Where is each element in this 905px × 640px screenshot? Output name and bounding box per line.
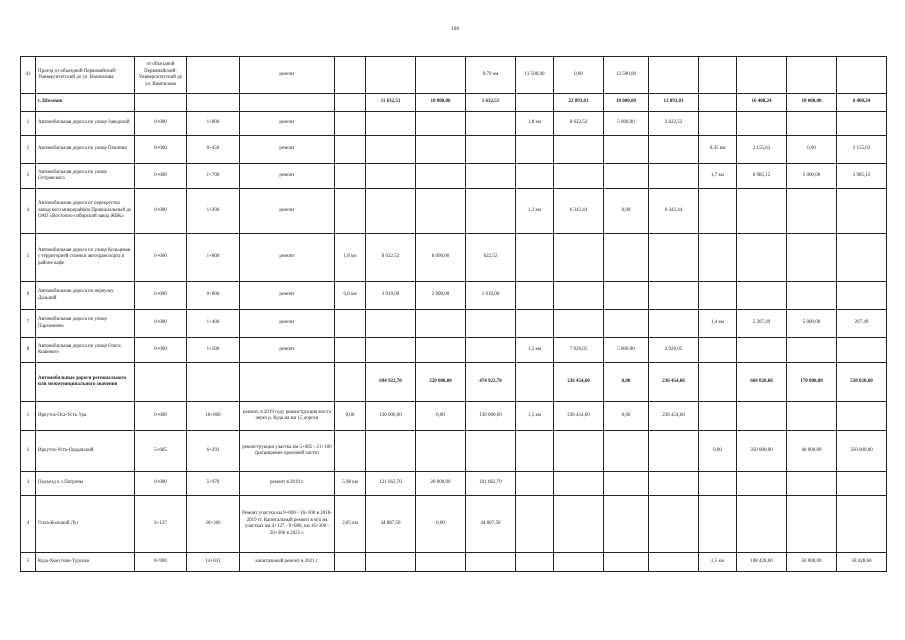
cell-length-2021 bbox=[699, 282, 737, 310]
cell-length-2020 bbox=[516, 472, 554, 496]
cell-work-type: ремонт, в 2019 году реконструкция моста через р. Куда на км 15 дороги bbox=[240, 402, 335, 431]
cell-budget-2021 bbox=[787, 189, 837, 234]
cell-budget-2021: 170 000,00 bbox=[787, 363, 837, 402]
cell-total-2019: 8 622,52 bbox=[366, 234, 416, 282]
cell-total-2021: 5 267,49 bbox=[737, 310, 787, 338]
table-row bbox=[21, 472, 887, 496]
cell-other-2020 bbox=[649, 431, 699, 472]
cell-total-2019 bbox=[366, 189, 416, 234]
cell-total-2020 bbox=[554, 164, 604, 189]
table-row bbox=[21, 431, 887, 472]
cell-length-2021 bbox=[699, 402, 737, 431]
cell-length-2021 bbox=[699, 496, 737, 553]
cell-start-km: 0+000 bbox=[135, 189, 187, 234]
cell-length-2019: 0,8 км bbox=[335, 282, 366, 310]
cell-total-2020: 236 454,60 bbox=[554, 402, 604, 431]
cell-total-2020: 7 928,05 bbox=[554, 338, 604, 363]
cell-road-name: Автомобильная дорога по улице Пекинна bbox=[36, 136, 135, 164]
cell-budget-2020 bbox=[604, 164, 649, 189]
cell-number: 5 bbox=[21, 234, 36, 282]
cell-other-2021: 58 428,60 bbox=[837, 553, 887, 572]
cell-end-km: 1+700 bbox=[187, 164, 240, 189]
table-row bbox=[21, 234, 887, 282]
cell-other-2020 bbox=[649, 57, 699, 94]
cell-length-2019 bbox=[335, 431, 366, 472]
cell-number: 3 bbox=[21, 164, 36, 189]
cell-length-2020 bbox=[516, 496, 554, 553]
cell-budget-2020: 10 000,00 bbox=[604, 94, 649, 112]
cell-number: 5 bbox=[21, 553, 36, 572]
cell-other-2021 bbox=[837, 402, 887, 431]
cell-length-2021: 0,00 bbox=[699, 431, 737, 472]
cell-number: 3 bbox=[21, 472, 36, 496]
cell-work-type: ремонт bbox=[240, 234, 335, 282]
cell-budget-2021 bbox=[787, 282, 837, 310]
cell-budget-2020 bbox=[604, 553, 649, 572]
cell-total-2021 bbox=[737, 189, 787, 234]
cell-total-2020: 6 342,44 bbox=[554, 189, 604, 234]
cell-length-2020 bbox=[516, 363, 554, 402]
cell-length-2021: 2,5 км bbox=[699, 553, 737, 572]
cell-start-km: 0+000 bbox=[135, 164, 187, 189]
cell-total-2019: 121 662,70 bbox=[366, 472, 416, 496]
cell-end-km bbox=[187, 94, 240, 112]
cell-length-2021 bbox=[699, 338, 737, 363]
cell-work-type: ремонт bbox=[240, 112, 335, 136]
cell-budget-2019: 0,00 bbox=[416, 496, 466, 553]
cell-budget-2019 bbox=[416, 189, 466, 234]
cell-total-2020: 22 893,01 bbox=[554, 94, 604, 112]
cell-length-2021 bbox=[699, 57, 737, 94]
cell-road-name: Автомобильная дорога по улице Кольцевая с территорией стоянки автотранспорта в районе кафе bbox=[36, 234, 135, 282]
cell-length-2021: 0,45 км bbox=[699, 136, 737, 164]
cell-total-2019: 694 922,70 bbox=[366, 363, 416, 402]
cell-length-2020 bbox=[516, 310, 554, 338]
cell-start-km: 4+127 bbox=[135, 496, 187, 553]
cell-other-2020 bbox=[649, 310, 699, 338]
cell-budget-2021: 5 000,00 bbox=[787, 164, 837, 189]
cell-end-km: 0+450 bbox=[187, 136, 240, 164]
cell-start-km: 0+000 bbox=[135, 112, 187, 136]
cell-start-km: 0+000 bbox=[135, 282, 187, 310]
cell-length-2019 bbox=[335, 112, 366, 136]
cell-other-2019: 1 632,51 bbox=[466, 94, 516, 112]
cell-total-2021 bbox=[737, 112, 787, 136]
cell-start-km: 0+000 bbox=[135, 338, 187, 363]
cell-end-km: 18+000 bbox=[187, 402, 240, 431]
cell-end-km: 6+292 bbox=[187, 431, 240, 472]
cell-budget-2019: 20 000,00 bbox=[416, 472, 466, 496]
cell-other-2019 bbox=[466, 310, 516, 338]
cell-total-2019 bbox=[366, 57, 416, 94]
cell-budget-2020: 0,00 bbox=[604, 402, 649, 431]
table-row bbox=[21, 94, 887, 112]
cell-other-2021: 6 408,24 bbox=[837, 94, 887, 112]
cell-length-2020: 13 500,00 bbox=[516, 57, 554, 94]
cell-road-name: Автомобильная дорога от перекрестка заводского микрорайона Привокзальный до ОАО «Восточно-сибирский завод ЖБК» bbox=[36, 189, 135, 234]
cell-other-2021: 267,49 bbox=[837, 310, 887, 338]
table-row bbox=[21, 136, 887, 164]
cell-total-2021 bbox=[737, 282, 787, 310]
cell-length-2019: 5,98 км bbox=[335, 472, 366, 496]
cell-other-2021 bbox=[837, 189, 887, 234]
cell-work-type: ремонт bbox=[240, 136, 335, 164]
cell-budget-2019: 10 000,00 bbox=[416, 94, 466, 112]
cell-length-2020: 1,5 км bbox=[516, 402, 554, 431]
cell-budget-2019 bbox=[416, 431, 466, 472]
cell-total-2019: 3 010,00 bbox=[366, 282, 416, 310]
cell-other-2019 bbox=[466, 189, 516, 234]
cell-other-2019: 1 010,00 bbox=[466, 282, 516, 310]
cell-total-2020 bbox=[554, 472, 604, 496]
cell-other-2021 bbox=[837, 112, 887, 136]
cell-end-km: 1+800 bbox=[187, 234, 240, 282]
cell-road-name: Иркутск-Усть-Ордынский bbox=[36, 431, 135, 472]
table-row bbox=[21, 553, 887, 572]
cell-length-2019 bbox=[335, 553, 366, 572]
cell-budget-2020 bbox=[604, 431, 649, 472]
table-row bbox=[21, 363, 887, 402]
cell-other-2020: 6 342,44 bbox=[649, 189, 699, 234]
cell-start-km bbox=[135, 363, 187, 402]
cell-end-km bbox=[187, 57, 240, 94]
cell-other-2019: 622,52 bbox=[466, 234, 516, 282]
cell-start-km bbox=[135, 94, 187, 112]
cell-total-2019: 130 000,00 bbox=[366, 402, 416, 431]
cell-start-km: 0+000 bbox=[135, 136, 187, 164]
cell-other-2019 bbox=[466, 431, 516, 472]
cell-number: 2 bbox=[21, 431, 36, 472]
cell-budget-2020: 0,00 bbox=[604, 363, 649, 402]
cell-number: 1 bbox=[21, 112, 36, 136]
cell-total-2020 bbox=[554, 496, 604, 553]
cell-road-name: Олха-Большой Луг bbox=[36, 496, 135, 553]
cell-road-name: Автомобильная дорога по улице Заводской bbox=[36, 112, 135, 136]
cell-length-2020 bbox=[516, 234, 554, 282]
cell-number: 7 bbox=[21, 310, 36, 338]
page-number: 106 bbox=[450, 26, 460, 32]
cell-end-km: 1+800 bbox=[187, 112, 240, 136]
cell-total-2021: 16 408,24 bbox=[737, 94, 787, 112]
cell-other-2019 bbox=[466, 112, 516, 136]
table-row bbox=[21, 112, 887, 136]
cell-work-type: реконструкция участка км 5+685 - 21+100 (расширение проезжей части) bbox=[240, 431, 335, 472]
cell-other-2019 bbox=[466, 553, 516, 572]
cell-budget-2021 bbox=[787, 57, 837, 94]
cell-budget-2020: 5 000,00 bbox=[604, 112, 649, 136]
cell-total-2020: 8 622,52 bbox=[554, 112, 604, 136]
cell-length-2021 bbox=[699, 472, 737, 496]
cell-budget-2020 bbox=[604, 282, 649, 310]
cell-other-2021 bbox=[837, 338, 887, 363]
cell-road-name: Куда-Хомутово-Турская bbox=[36, 553, 135, 572]
cell-budget-2021 bbox=[787, 112, 837, 136]
cell-total-2021 bbox=[737, 234, 787, 282]
cell-start-km: 0+000 bbox=[135, 402, 187, 431]
cell-total-2021: 668 028,60 bbox=[737, 363, 787, 402]
cell-other-2021: 350 000,00 bbox=[837, 431, 887, 472]
cell-work-type: капитальный ремонт в 2021 г. bbox=[240, 553, 335, 572]
cell-number bbox=[21, 363, 36, 402]
cell-road-name: Автомобильные дороги регионального или межмуниципального значения bbox=[36, 363, 135, 402]
cell-number: 43 bbox=[21, 57, 36, 94]
cell-road-name: Автомобильная дорога по улице Олега Кошевого bbox=[36, 338, 135, 363]
cell-budget-2020: 13 500,00 bbox=[604, 57, 649, 94]
cell-length-2019 bbox=[335, 363, 366, 402]
cell-length-2021: 1,7 км bbox=[699, 164, 737, 189]
cell-length-2019: 0,00 bbox=[335, 402, 366, 431]
cell-budget-2019 bbox=[416, 112, 466, 136]
cell-other-2020: 2 928,05 bbox=[649, 338, 699, 363]
cell-end-km: 0+800 bbox=[187, 282, 240, 310]
cell-budget-2020 bbox=[604, 472, 649, 496]
cell-length-2020 bbox=[516, 164, 554, 189]
cell-total-2021 bbox=[737, 57, 787, 94]
cell-length-2020 bbox=[516, 431, 554, 472]
cell-number: 6 bbox=[21, 282, 36, 310]
cell-other-2020 bbox=[649, 164, 699, 189]
table-row bbox=[21, 57, 887, 94]
cell-budget-2019 bbox=[416, 553, 466, 572]
cell-budget-2019 bbox=[416, 164, 466, 189]
cell-other-2020: 236 454,60 bbox=[649, 402, 699, 431]
cell-road-name: Автомобильная дорога по улице Островского bbox=[36, 164, 135, 189]
cell-work-type: ремонт bbox=[240, 57, 335, 94]
cell-number: 1 bbox=[21, 402, 36, 431]
cell-length-2019 bbox=[335, 136, 366, 164]
cell-other-2020 bbox=[649, 282, 699, 310]
cell-length-2020: 1,8 км bbox=[516, 112, 554, 136]
cell-end-km: 14+031 bbox=[187, 553, 240, 572]
cell-budget-2019 bbox=[416, 136, 466, 164]
table-row bbox=[21, 402, 887, 431]
cell-other-2019: 0,79 км bbox=[466, 57, 516, 94]
cell-other-2020 bbox=[649, 136, 699, 164]
cell-budget-2019 bbox=[416, 57, 466, 94]
cell-end-km: 1+500 bbox=[187, 338, 240, 363]
cell-budget-2019: 0,00 bbox=[416, 402, 466, 431]
cell-work-type: ремонт bbox=[240, 189, 335, 234]
cell-budget-2020 bbox=[604, 234, 649, 282]
cell-length-2019: 1,8 км bbox=[335, 234, 366, 282]
table-row bbox=[21, 164, 887, 189]
cell-work-type: ремонт bbox=[240, 310, 335, 338]
cell-total-2021 bbox=[737, 402, 787, 431]
cell-length-2021 bbox=[699, 189, 737, 234]
cell-length-2019 bbox=[335, 57, 366, 94]
cell-total-2019 bbox=[366, 310, 416, 338]
cell-total-2020: 0,00 bbox=[554, 57, 604, 94]
cell-total-2021: 350 000,00 bbox=[737, 431, 787, 472]
cell-number: 4 bbox=[21, 189, 36, 234]
cell-budget-2021: 50 000,00 bbox=[787, 553, 837, 572]
cell-budget-2021 bbox=[787, 402, 837, 431]
cell-budget-2020 bbox=[604, 310, 649, 338]
cell-end-km: 5+978 bbox=[187, 472, 240, 496]
cell-total-2019 bbox=[366, 112, 416, 136]
cell-other-2021 bbox=[837, 57, 887, 94]
cell-budget-2019: 8 000,00 bbox=[416, 234, 466, 282]
cell-road-name: Проезд от объездной Первомайский-Университетский до ул. Вампилова bbox=[36, 57, 135, 94]
cell-length-2020 bbox=[516, 136, 554, 164]
cell-other-2021: 3 985,12 bbox=[837, 164, 887, 189]
cell-length-2019 bbox=[335, 310, 366, 338]
cell-total-2020 bbox=[554, 136, 604, 164]
cell-total-2019 bbox=[366, 338, 416, 363]
cell-length-2020 bbox=[516, 282, 554, 310]
cell-budget-2021 bbox=[787, 472, 837, 496]
cell-work-type: Ремонт участка км 9+000 - 16+300 в 2018-2019 гг. Капитальный ремонт в м/п на участках км 4+127 - 9+000, км 16+300 - 20+366 в 2025 г. bbox=[240, 496, 335, 553]
cell-length-2020: 1,5 км bbox=[516, 338, 554, 363]
cell-total-2020: 236 454,60 bbox=[554, 363, 604, 402]
cell-other-2020 bbox=[649, 553, 699, 572]
cell-total-2019 bbox=[366, 431, 416, 472]
cell-budget-2021: 10 000,00 bbox=[787, 94, 837, 112]
cell-total-2019 bbox=[366, 136, 416, 164]
cell-budget-2021 bbox=[787, 496, 837, 553]
cell-other-2019 bbox=[466, 164, 516, 189]
cell-other-2019: 101 662,70 bbox=[466, 472, 516, 496]
cell-number: 8 bbox=[21, 338, 36, 363]
cell-length-2019: 2,85 км bbox=[335, 496, 366, 553]
cell-total-2019 bbox=[366, 553, 416, 572]
cell-total-2021 bbox=[737, 472, 787, 496]
table-row bbox=[21, 496, 887, 553]
cell-other-2019 bbox=[466, 338, 516, 363]
cell-other-2020: 236 454,60 bbox=[649, 363, 699, 402]
cell-total-2019 bbox=[366, 164, 416, 189]
cell-start-km: 8+900 bbox=[135, 553, 187, 572]
cell-road-name: Подъезд к с.Патроны bbox=[36, 472, 135, 496]
cell-other-2020: 3 622,52 bbox=[649, 112, 699, 136]
cell-other-2021 bbox=[837, 282, 887, 310]
cell-budget-2020 bbox=[604, 136, 649, 164]
cell-other-2021 bbox=[837, 234, 887, 282]
cell-end-km: 1+200 bbox=[187, 189, 240, 234]
cell-budget-2020 bbox=[604, 496, 649, 553]
cell-total-2021 bbox=[737, 496, 787, 553]
cell-length-2019 bbox=[335, 338, 366, 363]
table-row bbox=[21, 282, 887, 310]
cell-budget-2019: 220 000,00 bbox=[416, 363, 466, 402]
cell-total-2021: 8 985,12 bbox=[737, 164, 787, 189]
cell-other-2020: 12 893,01 bbox=[649, 94, 699, 112]
cell-total-2020 bbox=[554, 553, 604, 572]
cell-start-km: 0+000 bbox=[135, 310, 187, 338]
cell-length-2020 bbox=[516, 553, 554, 572]
cell-budget-2019 bbox=[416, 310, 466, 338]
cell-road-name: Автомобильная дорога по переулку Дальний bbox=[36, 282, 135, 310]
cell-length-2021: 1,4 км bbox=[699, 310, 737, 338]
table-row bbox=[21, 310, 887, 338]
cell-length-2021 bbox=[699, 112, 737, 136]
cell-total-2021: 2 155,63 bbox=[737, 136, 787, 164]
cell-other-2019: 130 000,00 bbox=[466, 402, 516, 431]
cell-total-2021: 108 428,60 bbox=[737, 553, 787, 572]
cell-total-2021 bbox=[737, 338, 787, 363]
cell-budget-2019: 2 000,00 bbox=[416, 282, 466, 310]
table-row bbox=[21, 189, 887, 234]
cell-other-2021: 2 155,63 bbox=[837, 136, 887, 164]
cell-length-2019 bbox=[335, 189, 366, 234]
cell-other-2019: 474 922,70 bbox=[466, 363, 516, 402]
cell-total-2020 bbox=[554, 234, 604, 282]
cell-total-2020 bbox=[554, 431, 604, 472]
cell-length-2021 bbox=[699, 234, 737, 282]
cell-budget-2019 bbox=[416, 338, 466, 363]
roads-table bbox=[20, 56, 887, 572]
cell-total-2020 bbox=[554, 310, 604, 338]
cell-length-2021 bbox=[699, 94, 737, 112]
cell-work-type: ремонт в 2019 г. bbox=[240, 472, 335, 496]
cell-number: 4 bbox=[21, 496, 36, 553]
cell-length-2020 bbox=[516, 94, 554, 112]
cell-length-2020: 1,2 км bbox=[516, 189, 554, 234]
cell-road-name: Автомобильная дорога по улице Пархоменко bbox=[36, 310, 135, 338]
cell-end-km: 20+366 bbox=[187, 496, 240, 553]
cell-start-km: 0+000 bbox=[135, 472, 187, 496]
cell-budget-2021: 40 000,00 bbox=[787, 431, 837, 472]
cell-end-km: 1+400 bbox=[187, 310, 240, 338]
cell-start-km: 5+685 bbox=[135, 431, 187, 472]
cell-length-2019 bbox=[335, 94, 366, 112]
cell-total-2019: 44 887,50 bbox=[366, 496, 416, 553]
cell-start-km: от объездной Первомайский-Университетский до ул. Вампилова bbox=[135, 57, 187, 94]
cell-other-2021 bbox=[837, 496, 887, 553]
cell-work-type: ремонт bbox=[240, 338, 335, 363]
cell-road-name: Иркутск-Оса-Усть-Уда bbox=[36, 402, 135, 431]
cell-number bbox=[21, 94, 36, 112]
cell-budget-2020: 0,00 bbox=[604, 189, 649, 234]
cell-other-2019 bbox=[466, 136, 516, 164]
cell-number: 2 bbox=[21, 136, 36, 164]
cell-other-2020 bbox=[649, 496, 699, 553]
cell-other-2019: 44 887,50 bbox=[466, 496, 516, 553]
table-row bbox=[21, 338, 887, 363]
cell-other-2020 bbox=[649, 472, 699, 496]
cell-total-2020 bbox=[554, 282, 604, 310]
cell-other-2020 bbox=[649, 234, 699, 282]
cell-total-2019: 11 632,51 bbox=[366, 94, 416, 112]
cell-work-type bbox=[240, 363, 335, 402]
cell-length-2021 bbox=[699, 363, 737, 402]
cell-budget-2021 bbox=[787, 234, 837, 282]
cell-budget-2021: 0,00 bbox=[787, 136, 837, 164]
cell-end-km bbox=[187, 363, 240, 402]
cell-other-2021 bbox=[837, 472, 887, 496]
cell-start-km: 0+000 bbox=[135, 234, 187, 282]
cell-work-type bbox=[240, 94, 335, 112]
cell-work-type: ремонт bbox=[240, 164, 335, 189]
cell-budget-2021 bbox=[787, 338, 837, 363]
cell-road-name: г. Шелехов bbox=[36, 94, 135, 112]
cell-work-type: ремонт bbox=[240, 282, 335, 310]
cell-length-2019 bbox=[335, 164, 366, 189]
cell-budget-2020: 5 000,00 bbox=[604, 338, 649, 363]
cell-other-2021: 538 028,60 bbox=[837, 363, 887, 402]
cell-budget-2021: 5 000,00 bbox=[787, 310, 837, 338]
